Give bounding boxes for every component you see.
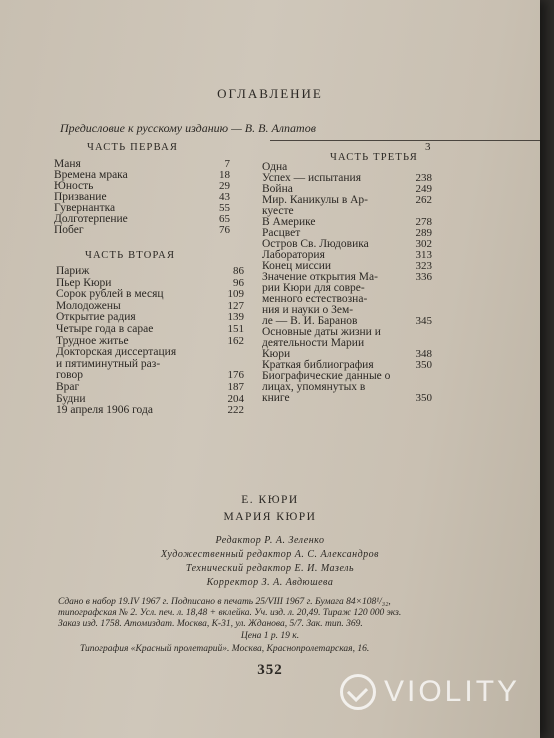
toc-entry-page: 18 — [219, 169, 230, 181]
author-name: Е. КЮРИ — [241, 494, 299, 506]
toc-entry-title: В Америке — [262, 216, 316, 228]
toc-entry-page: 96 — [233, 276, 244, 289]
toc-entry-page: 162 — [227, 334, 244, 347]
toc-entry-page: 65 — [219, 213, 230, 225]
toc-entry-page: 43 — [219, 191, 230, 203]
toc-entry-title: Мир. Каникулы в Ар- — [262, 194, 369, 206]
toc-entry-title: Маня — [54, 158, 81, 170]
toc-entry-title: Сорок рублей в месяц — [56, 288, 164, 301]
imprint-line: Заказ изд. 1758. Атомиздат. Москва, К-31, ул. Жданова, 5/7. Зак. тип. 369. — [58, 619, 363, 629]
toc-entry-title: Значение открытия Ма- — [262, 271, 378, 283]
toc-title: ОГЛАВЛЕНИЕ — [217, 86, 323, 101]
toc-entry-title: менного естествозна- — [262, 293, 368, 305]
toc-entry-title: Трудное житье — [56, 334, 129, 347]
toc-entry-page: 7 — [224, 158, 230, 170]
toc-part-2-heading: ЧАСТЬ ВТОРАЯ — [85, 250, 176, 261]
toc-entry — [56, 370, 244, 381]
toc-entry — [56, 394, 244, 405]
toc-entry-page: 350 — [415, 392, 432, 404]
toc-entry-title: Докторская диссертация — [56, 346, 177, 359]
imprint-line: Сдано в набор 19.IV 1967 г. Подписано в печать 25/VIII 1967 г. Бумага 84×108¹/₃₂, — [58, 597, 391, 607]
toc-entry-page: 139 — [227, 311, 244, 324]
toc-entry-title: ния и науки о Зем- — [262, 304, 354, 316]
toc-entry-title: Долготерпение — [54, 213, 128, 225]
toc-entry-page: 262 — [415, 194, 432, 206]
toc-entry-title: Времена мрака — [54, 169, 128, 181]
toc-entry-title: Расцвет — [262, 227, 301, 239]
toc-entry-page: 348 — [415, 348, 432, 360]
check-circle-icon — [340, 674, 376, 710]
toc-entry-title: Четыре года в сарае — [56, 323, 154, 335]
toc-entry-title: деятельности Марии — [262, 337, 365, 349]
toc-entry-page: 55 — [219, 202, 230, 214]
toc-entry-title: Биографические данные о — [262, 370, 391, 382]
toc-entry-title: Молодожены — [56, 299, 121, 312]
toc-entry-title: Будни — [56, 392, 86, 405]
toc-entry-title: и пятиминутный раз- — [56, 357, 161, 370]
toc-entry-title: книге — [262, 392, 290, 404]
watermark — [340, 672, 540, 712]
toc-entry-page: 278 — [415, 216, 432, 228]
toc-entry-page: 176 — [227, 369, 244, 382]
toc-entry-title: Призвание — [54, 191, 107, 203]
toc-entry-page: 187 — [227, 381, 244, 393]
toc-entry-title: 19 апреля 1906 года — [56, 404, 153, 417]
imprint-price: Цена 1 р. 19 к. — [240, 631, 300, 641]
toc-preface-page: 3 — [425, 141, 431, 153]
toc-entry — [56, 347, 244, 358]
toc-entry-title: Юность — [54, 180, 94, 192]
toc-entry — [56, 405, 244, 416]
toc-entry-title: говор — [56, 369, 84, 382]
toc-entry-page: 289 — [415, 227, 432, 239]
toc-entry — [56, 382, 244, 393]
credit-proofreader: Корректор З. А. Авдюшева — [206, 577, 334, 588]
toc-entry — [56, 336, 244, 347]
toc-entry — [56, 289, 244, 300]
toc-entry — [56, 266, 244, 277]
toc-entry-page: 313 — [415, 249, 432, 261]
toc-entry-title: Гувернантка — [54, 202, 116, 214]
toc-entry-page: 249 — [415, 183, 432, 195]
book-title: МАРИЯ КЮРИ — [223, 511, 317, 523]
page-number: 352 — [257, 662, 283, 678]
toc-entry-title: Враг — [56, 381, 80, 393]
toc-entry-page: 302 — [415, 238, 432, 250]
divider — [270, 140, 540, 141]
credit-art-editor: Художественный редактор А. С. Александров — [160, 549, 380, 560]
toc-entry-page: 151 — [227, 323, 244, 335]
toc-entry — [56, 312, 244, 323]
toc-entry-title: куесте — [262, 205, 294, 217]
toc-preface-title: Предисловие к русскому изданию — В. В. Алпатов — [60, 121, 316, 135]
imprint-line: типографская № 2. Усл. печ. л. 18,48 + вклейка. Уч. изд. л. 20,49. Тираж 120 000 экз. — [58, 608, 402, 618]
toc-entry-page: 86 — [233, 265, 244, 277]
toc-entry-page: 238 — [415, 172, 432, 184]
toc-entry-title: Война — [262, 183, 293, 195]
toc-entry-title: Кюри — [262, 348, 291, 360]
toc-entry-page: 109 — [227, 288, 244, 301]
imprint-printer: Типография «Красный пролетарий». Москва, Краснопролетарская, 16. — [80, 644, 370, 654]
toc-entry-title: Пьер Кюри — [56, 276, 112, 289]
toc-entry — [56, 359, 244, 370]
toc-entry-title: Конец миссии — [262, 260, 332, 272]
toc-entry-page: 29 — [219, 180, 230, 192]
toc-entry-title: Открытие радия — [56, 311, 136, 324]
toc-entry — [56, 278, 244, 289]
toc-entry-page: 127 — [227, 299, 244, 312]
toc-entry — [262, 393, 432, 404]
toc-entry — [56, 324, 244, 335]
toc-entry-title: Краткая библиография — [262, 359, 374, 371]
credit-editor: Редактор Р. А. Зеленко — [215, 535, 325, 546]
credit-tech-editor: Технический редактор Е. И. Мазель — [185, 563, 355, 574]
toc-entry — [56, 301, 244, 312]
toc-entry-title: лицах, упомянутых в — [262, 381, 366, 393]
toc-entry-title: Париж — [56, 265, 90, 277]
toc-entry-title: Лаборатория — [262, 249, 325, 261]
toc-entry-title: ле — В. И. Баранов — [262, 315, 358, 327]
toc-entry-page: 345 — [415, 315, 432, 327]
toc-entry-page: 350 — [415, 359, 432, 371]
toc-part-3-heading: ЧАСТЬ ТРЕТЬЯ — [330, 152, 418, 163]
toc-entry-page: 323 — [415, 260, 432, 272]
toc-entry-page: 204 — [227, 392, 244, 405]
watermark-text: VIOLITY — [384, 675, 521, 708]
toc-entry-title: Одна — [262, 161, 288, 173]
toc-entry — [54, 225, 230, 236]
toc-entry-title: Побег — [54, 224, 84, 236]
toc-entry-page: 222 — [227, 404, 244, 417]
toc-part-1-heading: ЧАСТЬ ПЕРВАЯ — [87, 142, 179, 153]
toc-entry-title: рии Кюри для совре- — [262, 282, 365, 294]
toc-entry-title: Основные даты жизни и — [262, 326, 381, 338]
toc-entry-page: 76 — [219, 224, 230, 236]
toc-entry-page: 336 — [415, 271, 432, 283]
toc-entry-title: Остров Св. Людовика — [262, 238, 369, 250]
toc-entry-title: Успех — испытания — [262, 172, 361, 184]
